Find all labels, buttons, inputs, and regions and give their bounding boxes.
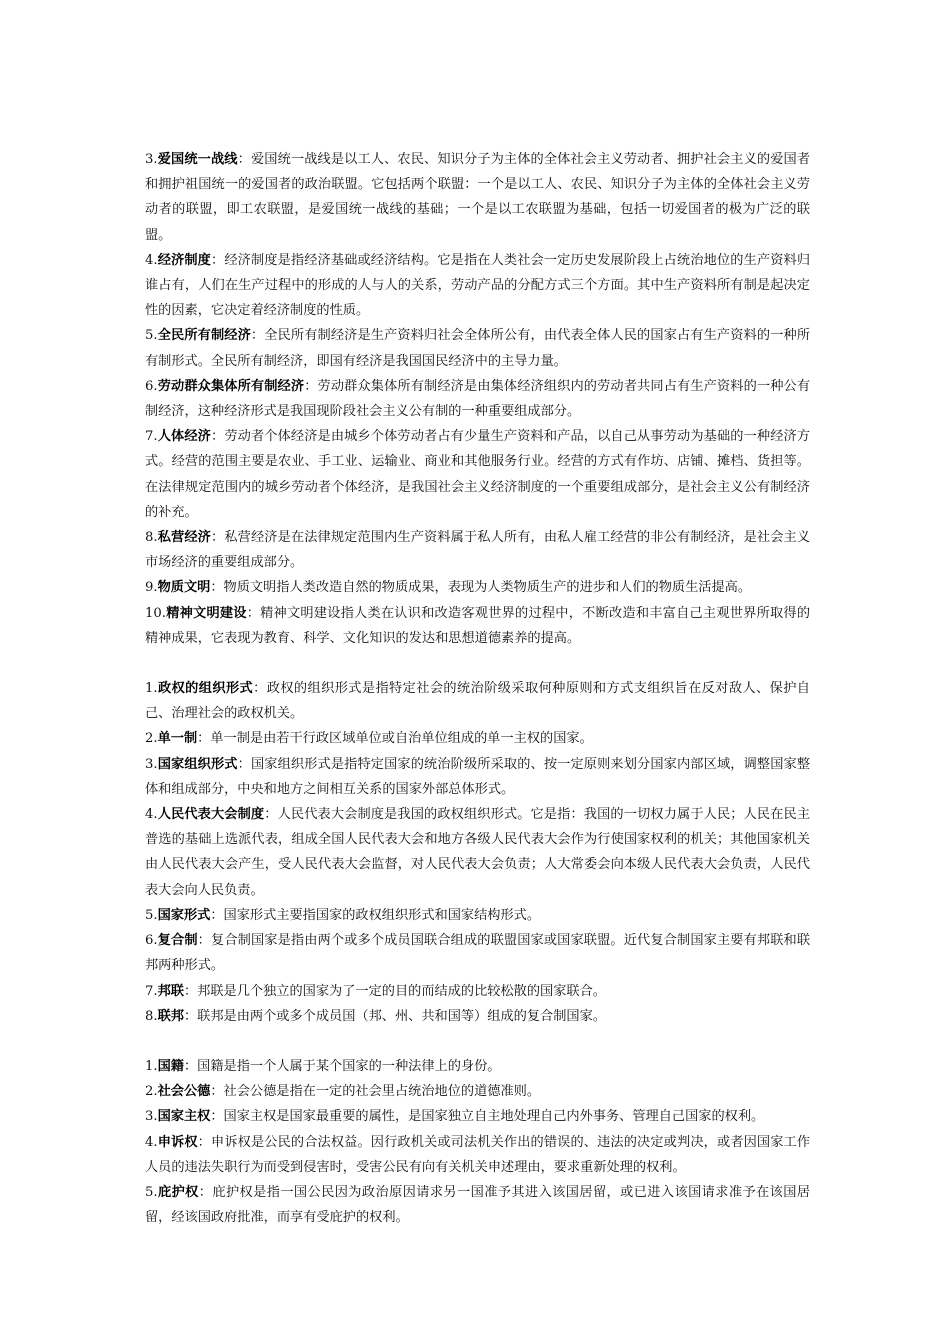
entry-state-ownership: 5.全民所有制经济：全民所有制经济是生产资料归社会全体所公有，由代表全体人民的国家占有生产资料的一种所有制形式。全民所有制经济，即国有经济是我国国民经济中的主导力量。 — [145, 328, 811, 369]
entry-individual-economy: 7.人体经济：劳动者个体经济是由城乡个体劳动者占有少量生产资料和产品，以自己从事劳动为基础的一种经济方式。经营的范围主要是农业、手工业、运输业、商业和其他服务行业。经营的方式有作坊、店铺、摊档、货担等。在法律规定范围内的城乡劳动者个体经济，是我国社会主义经济制度的一个重要组成部分，是社会主义公有制经济的补充。 — [145, 429, 811, 520]
entry-unitary-system: 2.单一制：单一制是由若干行政区域单位或自治单位组成的单一主权的国家。 — [145, 731, 593, 747]
entry-material-civilization: 9.物质文明：物质文明指人类改造自然的物质成果，表现为人类物质生产的进步和人们的物质生活提高。 — [145, 580, 752, 596]
definition: 单一制是由若干行政区域单位或自治单位组成的单一主权的国家。 — [210, 731, 593, 747]
term: 政权的组织形式 — [157, 681, 254, 697]
definition: 私营经济是在法律规定范围内生产资料属于私人所有，由私人雇工经营的非公有制经济，是社会主义市场经济的重要组成部分。 — [145, 530, 811, 571]
term: 爱国统一战线 — [157, 152, 238, 167]
term: 复合制 — [157, 933, 198, 949]
definition: 联邦是由两个或多个成员国（邦、州、共和国等）组成的复合制国家。 — [197, 1008, 606, 1024]
entry-regime-organization-form: 1.政权的组织形式：政权的组织形式是指特定社会的统治阶级采取何种原则和方式支组织旨在反对敌人、保护自己、治理社会的政权机关。 — [145, 681, 810, 722]
entry-spiritual-civilization: 10.精神文明建设：精神文明建设指人类在认识和改造客观世界的过程中，不断改造和丰富自己主观世界所取得的精神成果，它表现为教育、科学、文化知识的发达和思想道德素养的提高。 — [145, 605, 811, 646]
term: 私营经济 — [157, 530, 211, 546]
definition: 国家主权是国家最重要的属性，是国家独立自主地处理自己内外事务、管理自己国家的权利。 — [223, 1109, 765, 1125]
term: 人体经济 — [157, 429, 211, 445]
section-gap — [145, 1029, 810, 1054]
definition: 邦联是几个独立的国家为了一定的目的而结成的比较松散的国家联合。 — [197, 983, 606, 999]
term: 邦联 — [157, 983, 184, 999]
definition: 爱国统一战线是以工人、农民、知识分子为主体的全体社会主义劳动者、拥护社会主义的爱国者和拥护祖国统一的爱国者的政治联盟。它包括两个联盟：一个是以工人、农民、知识分子为主体的全体社会主义劳动者的联盟，即工农联盟，是爱国统一战线的基础；一个是以工农联盟为基础，包括一切爱国者的极为广泛的联盟。 — [145, 152, 811, 243]
section-1 — [145, 147, 810, 651]
definition: 经济制度是指经济基础或经济结构。它是指在人类社会一定历史发展阶段上占统治地位的生产资料归谁占有，人们在生产过程中的形成的人与人的关系，劳动产品的分配方式三个方面。其中生产资料所有制是起决定性的因素，它决定着经济制度的性质。 — [145, 252, 811, 319]
entry-federation: 8.联邦：联邦是由两个或多个成员国（邦、州、共和国等）组成的复合制国家。 — [145, 1008, 606, 1024]
definition: 庇护权是指一国公民因为政治原因请求另一国准予其进入该国居留，或已进入该国请求准予在该国居留，经该国政府批准，而享有受庇护的权利。 — [145, 1184, 811, 1226]
entry-collective-ownership: 6.劳动群众集体所有制经济：劳动群众集体所有制经济是由集体经济组织内的劳动者共同占有生产资料的一种公有制经济，这种经济形式是我国现阶段社会主义公有制的一种重要组成部分。 — [145, 378, 811, 420]
definition: 国家组织形式是指特定国家的统治阶级所采取的、按一定原则来划分国家内部区域，调整国家整体和组成部分，中央和地方之间相互关系的国家外部总体形式。 — [145, 756, 811, 797]
term: 国籍 — [157, 1058, 184, 1074]
entry-compound-system: 6.复合制：复合制国家是指由两个或多个成员国联合组成的联盟国家或国家联盟。近代复合制国家主要有邦联和联邦两种形式。 — [145, 933, 811, 974]
term: 国家主权 — [157, 1109, 211, 1125]
definition: 申诉权是公民的合法权益。因行政机关或司法机关作出的错误的、违法的决定或判决，或者因国家工作人员的违法失职行为而受到侵害时，受害公民有向有关机关申述理由，要求重新处理的权利。 — [145, 1134, 811, 1175]
entry-state-organization-form: 3.国家组织形式：国家组织形式是指特定国家的统治阶级所采取的、按一定原则来划分国家内部区域，调整国家整体和组成部分，中央和地方之间相互关系的国家外部总体形式。 — [145, 756, 811, 797]
definition: 社会公德是指在一定的社会里占统治地位的道德准则。 — [223, 1084, 541, 1100]
definition: 劳动群众集体所有制经济是由集体经济组织内的劳动者共同占有生产资料的一种公有制经济，这种经济形式是我国现阶段社会主义公有制的一种重要组成部分。 — [145, 378, 811, 420]
term: 单一制 — [157, 731, 198, 747]
entry-right-of-asylum: 5.庇护权：庇护权是指一国公民因为政治原因请求另一国准予其进入该国居留，或已进入该国请求准予在该国居留，经该国政府批准，而享有受庇护的权利。 — [145, 1184, 811, 1226]
entry-nationality: 1.国籍：国籍是指一个人属于某个国家的一种法律上的身份。 — [145, 1058, 501, 1074]
entry-peoples-congress-system: 4.人民代表大会制度：人民代表大会制度是我国的政权组织形式。它是指：我国的一切权力属于人民；人民在民主普选的基础上选派代表，组成全国人民代表大会和地方各级人民代表大会作为行使国家权利的机关；其他国家机关由人民代表大会产生，受人民代表大会监督，对人民代表大会负责；人大常委会向本级人民代表大会负责，人民代表大会向人民负责。 — [145, 807, 811, 898]
term: 人民代表大会制度 — [157, 807, 265, 823]
term: 庇护权 — [157, 1184, 199, 1200]
definition: 国家形式主要指国家的政权组织形式和国家结构形式。 — [223, 907, 541, 923]
definition: 物质文明指人类改造自然的物质成果，表现为人类物质生产的进步和人们的物质生活提高。 — [223, 580, 752, 596]
definition: 国籍是指一个人属于某个国家的一种法律上的身份。 — [197, 1058, 501, 1074]
entry-private-economy: 8.私营经济：私营经济是在法律规定范围内生产资料属于私人所有，由私人雇工经营的非公有制经济，是社会主义市场经济的重要组成部分。 — [145, 530, 811, 571]
definition: 劳动者个体经济是由城乡个体劳动者占有少量生产资料和产品，以自己从事劳动为基础的一种经济方式。经营的范围主要是农业、手工业、运输业、商业和其他服务行业。经营的方式有作坊、店铺、摊档、货担等。在法律规定范围内的城乡劳动者个体经济，是我国社会主义经济制度的一个重要组成部分，是社会主义公有制经济的补充。 — [145, 429, 811, 520]
entry-confederation: 7.邦联：邦联是几个独立的国家为了一定的目的而结成的比较松散的国家联合。 — [145, 983, 606, 999]
section-3 — [145, 1054, 810, 1230]
term: 申诉权 — [157, 1134, 198, 1150]
term: 社会公德 — [157, 1084, 211, 1100]
definition: 精神文明建设指人类在认识和改造客观世界的过程中，不断改造和丰富自己主观世界所取得的精神成果，它表现为教育、科学、文化知识的发达和思想道德素养的提高。 — [145, 605, 811, 646]
term: 国家形式 — [157, 907, 211, 923]
term: 劳动群众集体所有制经济 — [157, 378, 305, 394]
entry-economic-system: 4.经济制度：经济制度是指经济基础或经济结构。它是指在人类社会一定历史发展阶段上占统治地位的生产资料归谁占有，人们在生产过程中的形成的人与人的关系，劳动产品的分配方式三个方面。其中生产资料所有制是起决定性的因素，它决定着经济制度的性质。 — [145, 252, 811, 319]
term: 国家组织形式 — [157, 756, 238, 772]
term: 物质文明 — [157, 580, 211, 596]
definition: 全民所有制经济是生产资料归社会全体所公有，由代表全体人民的国家占有生产资料的一种所有制形式。全民所有制经济，即国有经济是我国国民经济中的主导力量。 — [145, 328, 811, 369]
document-body — [145, 147, 810, 1230]
entry-social-morality: 2.社会公德：社会公德是指在一定的社会里占统治地位的道德准则。 — [145, 1084, 541, 1100]
section-gap — [145, 651, 810, 676]
term: 精神文明建设 — [165, 605, 247, 621]
entry-state-form: 5.国家形式：国家形式主要指国家的政权组织形式和国家结构形式。 — [145, 907, 541, 923]
definition: 政权的组织形式是指特定社会的统治阶级采取何种原则和方式支组织旨在反对敌人、保护自己、治理社会的政权机关。 — [145, 681, 810, 722]
definition: 人民代表大会制度是我国的政权组织形式。它是指：我国的一切权力属于人民；人民在民主普选的基础上选派代表，组成全国人民代表大会和地方各级人民代表大会作为行使国家权利的机关；其他国家机关由人民代表大会产生，受人民代表大会监督，对人民代表大会负责；人大常委会向本级人民代表大会负责，人民代表大会向人民负责。 — [145, 807, 811, 898]
entry-national-sovereignty: 3.国家主权：国家主权是国家最重要的属性，是国家独立自主地处理自己内外事务、管理自己国家的权利。 — [145, 1109, 765, 1125]
term: 全民所有制经济 — [157, 328, 251, 344]
section-2 — [145, 676, 810, 1029]
definition: 复合制国家是指由两个或多个成员国联合组成的联盟国家或国家联盟。近代复合制国家主要有邦联和联邦两种形式。 — [145, 933, 811, 974]
term: 经济制度 — [157, 252, 211, 268]
entry-right-of-appeal: 4.申诉权：申诉权是公民的合法权益。因行政机关或司法机关作出的错误的、违法的决定或判决，或者因国家工作人员的违法失职行为而受到侵害时，受害公民有向有关机关申述理由，要求重新处理的权利。 — [145, 1134, 811, 1175]
entry-patriotic-united-front: 3.爱国统一战线：爱国统一战线是以工人、农民、知识分子为主体的全体社会主义劳动者、拥护社会主义的爱国者和拥护祖国统一的爱国者的政治联盟。它包括两个联盟：一个是以工人、农民、知识分子为主体的全体社会主义劳动者的联盟，即工农联盟，是爱国统一战线的基础；一个是以工农联盟为基础，包括一切爱国者的极为广泛的联盟。 — [145, 152, 811, 243]
term: 联邦 — [157, 1008, 184, 1024]
